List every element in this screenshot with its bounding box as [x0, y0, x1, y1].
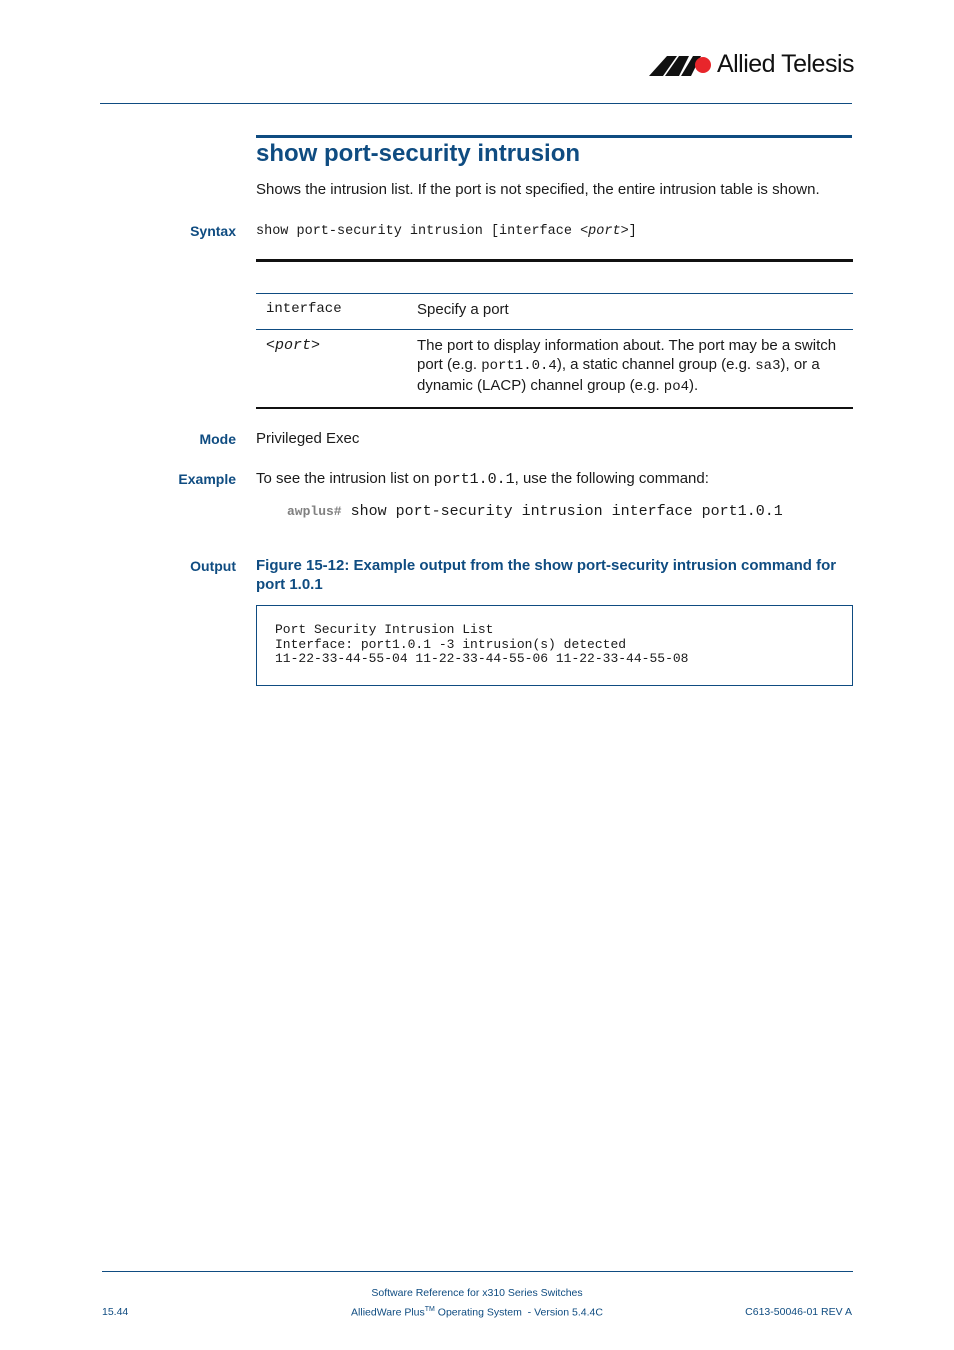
- footer-title: Software Reference for x310 Series Switches: [371, 1287, 583, 1299]
- example-port: port1.0.1: [433, 471, 515, 488]
- param-desc: [417, 330, 853, 409]
- param-example: sa3: [755, 358, 781, 374]
- page-number: 15.44: [102, 1306, 129, 1318]
- mode-value: Privileged Exec: [256, 430, 360, 447]
- param-desc-text: ), or a dynamic (LACP) channel group (e.g.: [417, 356, 820, 394]
- table-row: [256, 294, 853, 330]
- output-line: Interface: port1.0.1 -3 intrusion(s) detected: [275, 636, 627, 652]
- cli-prompt: awplus#: [287, 504, 342, 519]
- syntax-label: Syntax: [190, 223, 236, 239]
- mode-label: Mode: [199, 431, 236, 447]
- output-box: [256, 605, 853, 686]
- example-command: [287, 503, 783, 520]
- param-desc-text: ), a static channel group (e.g.: [556, 356, 756, 373]
- document-id: C613-50046-01 REV A: [745, 1306, 852, 1318]
- cli-command: show port-security intrusion interface port1.0.1: [350, 503, 783, 520]
- syntax-close: ]: [628, 224, 637, 239]
- syntax-arg: <port>: [580, 224, 629, 239]
- title-rule: [256, 135, 852, 138]
- syntax-command-text: show port-security intrusion [interface: [256, 224, 581, 239]
- param-desc-text: The port to display information about. The port may be a switch port (e.g.: [417, 337, 837, 373]
- example-text-part: , use the following command:: [514, 470, 709, 487]
- company-logo: [649, 50, 854, 79]
- footer-divider: [102, 1271, 853, 1272]
- footer-trademark: TM: [424, 1306, 435, 1313]
- output-line: Port Security Intrusion List: [275, 622, 494, 637]
- header-divider: [100, 103, 852, 104]
- page-title: show port-security intrusion: [256, 140, 581, 167]
- example-text: [256, 470, 709, 488]
- example-text-part: To see the intrusion list on: [256, 470, 434, 487]
- footer-os-name: AlliedWare Plus: [351, 1306, 425, 1319]
- table-row: [256, 330, 853, 409]
- param-desc: Specify a port: [417, 294, 853, 330]
- allied-telesis-logo-icon: [649, 54, 713, 76]
- figure-caption-line: port 1.0.1: [256, 576, 323, 593]
- param-name: <port>: [256, 330, 417, 409]
- param-name: interface: [256, 294, 417, 330]
- output-text: [275, 623, 834, 667]
- example-label: Example: [178, 471, 236, 487]
- figure-caption-line: Figure 15-12: Example output from the show port-security intrusion command for: [256, 557, 837, 574]
- figure-caption: [256, 556, 852, 594]
- table-spacer-row: [256, 261, 853, 294]
- param-example: po4: [663, 379, 690, 395]
- syntax-command: [256, 224, 637, 239]
- output-label: Output: [190, 558, 236, 574]
- parameter-table: [256, 259, 853, 409]
- output-line: 11-22-33-44-55-04 11-22-33-44-55-06 11-22-33-44-55-08: [275, 651, 689, 666]
- param-example: port1.0.4: [481, 358, 557, 374]
- param-desc-text: ).: [689, 377, 699, 394]
- section-description: Shows the intrusion list. If the port is not specified, the entire intrusion table is shown.: [256, 181, 820, 198]
- brand-name: Allied Telesis: [716, 50, 854, 78]
- footer-os-rest: Operating System - Version 5.4.4C: [434, 1306, 603, 1319]
